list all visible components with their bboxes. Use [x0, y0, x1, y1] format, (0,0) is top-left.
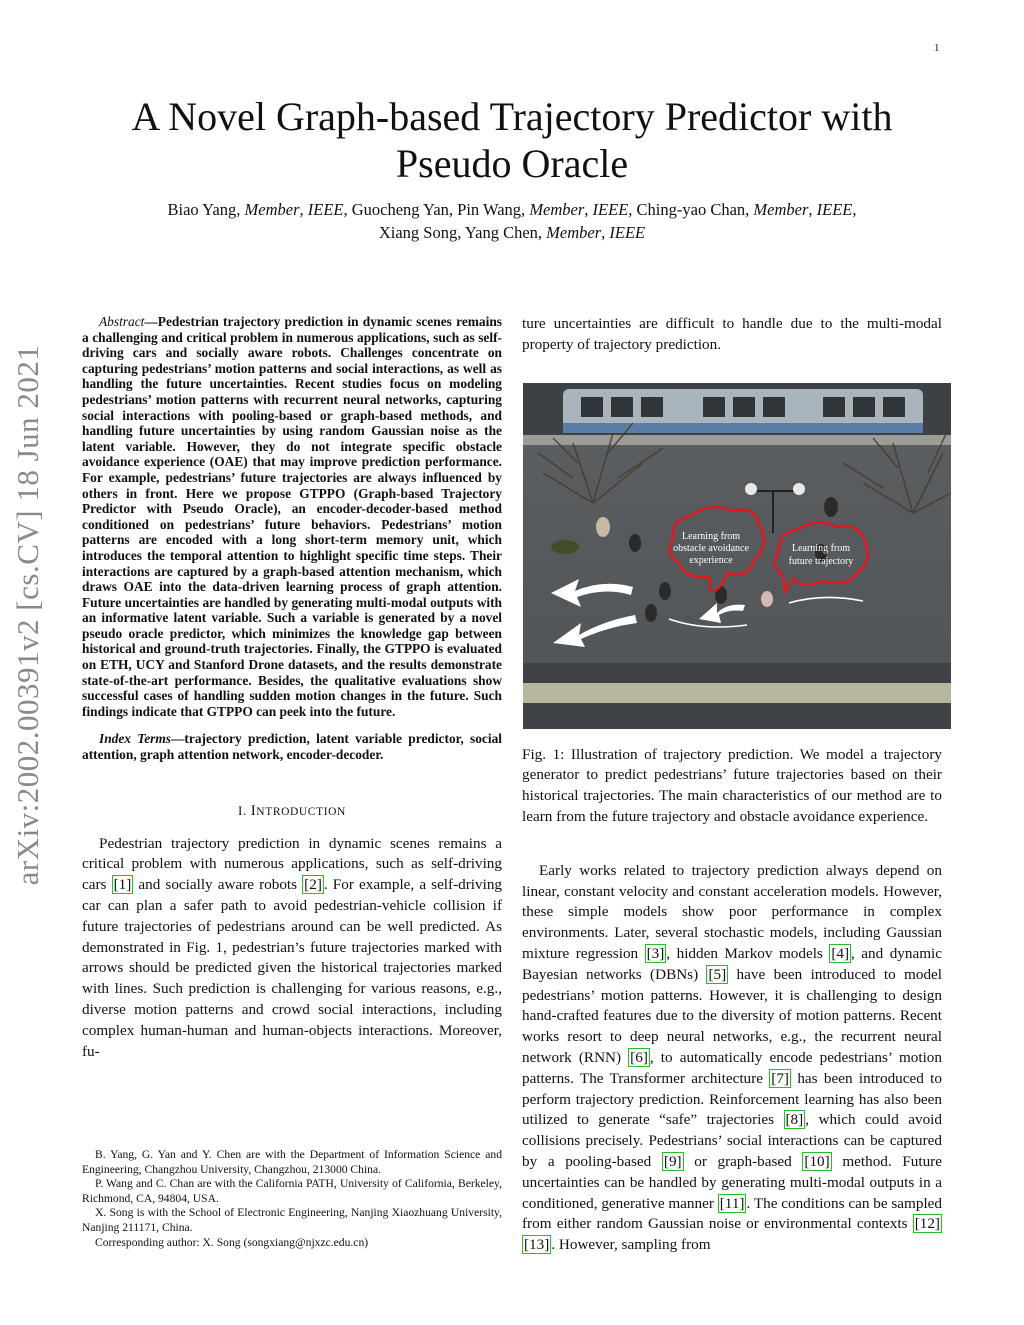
section-heading — [82, 803, 502, 820]
section-numeral: I. — [238, 802, 251, 818]
page-number: 1 — [934, 42, 940, 54]
intro-paragraph-left: Pedestrian trajectory prediction in dynamic scenes remains a critical problem with numerous applications, such as self-driving cars [1] and socially aware robots [2] . For example, a self-driving car can plan a safer path to avoid pedestrian-vehicle collision if future trajectories of pedestrians around can be well predicted. As demonstrated in Fig. 1, pedestrian’s future trajectories marked with arrows should be predicted given the historical trajectories marked with lines. Such prediction is challenging for various reasons, e.g., diverse motion patterns and crowd social interactions, including complex human-human and human-objects interactions. Moreover, fu- — [82, 834, 503, 1060]
section-name-rest: NTRODUCTION — [256, 805, 346, 818]
figure-1-illustration — [523, 383, 951, 729]
tram-stripe — [563, 423, 923, 433]
italic-text: Member — [529, 200, 585, 219]
bubble-left-line-1: Learning from — [681, 530, 741, 542]
index-terms-label: Index Terms — [99, 731, 172, 747]
italic-text: IEEE — [816, 200, 853, 219]
abstract-text: —Pedestrian trajectory prediction in dynamic scenes remains a challenging and critical problem in numerous applications, such as self-driving cars and socially aware robots. Challenges concentrate on capturing pedestrians’ motion patterns and social interactions, as well as handling the future uncertainties. Recent studies focus on modeling pedestrians’ motion patterns with recurrent neural networks, capturing social interactions with pooling-based or graph-based methods, and handling future uncertainties by using random Gaussian noise as the latent variable. However, they do not integrate specific obstacle avoidance experience (OAE) that may improve prediction performance. For example, pedestrians’ future trajectories are always influenced by others in front. Here we propose GTPPO (Graph-based Trajectory Predictor with Pseudo Oracle), an encoder-decoder-based method conditioned on pedestrians’ future behaviors. Pedestrians’ motion patterns are encoded with a long short-term memory unit, which introduces the temporal attention to highlight specific time steps. Their interactions are captured by a graph-based attention mechanism, which draws OAE into the data-driven learning process of graph attention. Future uncertainties are handled by generating multi-modal outputs with an informative latent variable. Such a variable is generated by a novel pseudo oracle predictor, which minimizes the knowledge gap between historical and ground-truth trajectories. Finally, the GTPPO is evaluated on ETH, UCY and Stanford Drone datasets, and the results demonstrate state-of-the-art performance. Besides, the qualitative evaluations show successful cases of handling sudden motion changes in the future. Such findings indicate that GTPPO can peek into the future. — [82, 314, 502, 719]
citation-link[interactable]: [11] — [719, 1194, 745, 1212]
section-name — [251, 803, 346, 818]
intro-paragraph-right: Early works related to trajectory prediction always depend on linear, constant velocity and constant acceleration models. However, these simple models show poor performance in complex environments. Later, several stochastic models, including Gaussian mixture regression [3] , hidden Markov models [4] , and dynamic Bayesian networks (DBNs) [5] have been introduced to model pedestrians’ motion patterns. However, it is challenging to design hand-crafted features due to the diversity of motion patterns. Recent works resort to deep neural networks, e.g., the recurrent neural network (RNN) [6] , to automatically encode pedestrians’ motion patterns. The Transformer architecture [7] has been introduced to perform trajectory prediction. Reinforcement learning has also been utilized to generate “safe” trajectories [8] , which could avoid collisions precisely. Pedestrians’ social interactions can be captured by a pooling-based [9] or graph-based [10] method. Future uncertainties can be handled by generating multi-modal outputs in a conditioned, generative manner [11] . The conditions can be sampled from either random Gaussian noise or environmental contexts [12][13] . However, sampling from — [522, 861, 942, 1254]
citation-link[interactable]: [5] — [708, 965, 727, 983]
author-line-1: Biao Yang, Member, IEEE, Guocheng Yan, Pin Wang, Member, IEEE, Ching-yao Chan, Member, IEEE, — [167, 200, 857, 219]
footnotes — [82, 1148, 502, 1250]
citation-link[interactable]: [8] — [785, 1111, 804, 1129]
index-terms-text: —trajectory prediction, latent variable predictor, social attention, graph attention network, encoder-decoder. — [82, 731, 502, 763]
left-column — [82, 314, 502, 1062]
bubble-left-line-2: obstacle avoidance — [673, 542, 749, 554]
citation-link[interactable]: [2] — [304, 876, 322, 894]
arxiv-stamp — [0, 0, 50, 1325]
bubble-left-line-3: experience — [689, 554, 733, 566]
author-list — [80, 198, 944, 244]
italic-text: Member — [244, 200, 300, 219]
citation-link[interactable]: [12] — [914, 1215, 940, 1233]
italic-text: Member — [753, 200, 809, 219]
citation-link[interactable]: [3] — [646, 944, 665, 962]
paper-title — [80, 93, 944, 187]
arxiv-id: arXiv:2002.00391v2 [cs.CV] 18 Jun 2021 — [10, 344, 45, 886]
section-name-initial: I — [250, 802, 257, 819]
footnote-affiliation-1: B. Yang, G. Yan and Y. Chen are with the Department of Information Science and Engineering, Changzhou University, Changzhou, 213000 China. — [82, 1148, 502, 1176]
citation-link[interactable]: [7] — [771, 1069, 789, 1087]
italic-text: IEEE — [609, 223, 646, 242]
italic-text: IEEE — [592, 200, 629, 219]
italic-text: IEEE — [307, 200, 344, 219]
citation-link[interactable]: [4] — [831, 944, 850, 962]
citation-link[interactable]: [6] — [630, 1048, 648, 1066]
citation-link[interactable]: [10] — [804, 1152, 830, 1170]
abstract-label: Abstract — [99, 314, 145, 329]
figure-1 — [523, 383, 951, 729]
citation-link[interactable]: [13] — [524, 1236, 550, 1254]
footnote-corresponding-author: Corresponding author: X. Song (songxiang@njxzc.edu.cn) — [95, 1235, 369, 1249]
citation-link[interactable]: [9] — [663, 1152, 682, 1170]
index-terms — [82, 731, 502, 762]
intro-continuation: ture uncertainties are difficult to handle due to the multi-modal property of trajectory prediction. — [522, 315, 942, 353]
tram-windows — [581, 397, 905, 417]
bubble-right-line-1: Learning from — [791, 542, 851, 554]
footnote-affiliation-2: P. Wang and C. Chan are with the California PATH, University of California, Berkeley, Richmond, CA, 94804, USA. — [82, 1177, 502, 1205]
platform-edge — [523, 435, 951, 445]
bubble-right-line-2: future trajectory — [788, 555, 854, 567]
title-line-2: Pseudo Oracle — [395, 141, 629, 186]
author-line-2: Xiang Song, Yang Chen, Member, IEEE — [378, 223, 646, 242]
tram-bottom — [523, 683, 951, 703]
title-line-1: A Novel Graph-based Trajectory Predictor with — [131, 94, 893, 139]
right-column — [522, 314, 942, 1256]
footnote-affiliation-3: X. Song is with the School of Electronic Engineering, Nanjing Xiaozhuang University, Nanjing 211171, China. — [82, 1206, 502, 1234]
abstract — [82, 314, 502, 719]
citation-link[interactable]: [1] — [113, 876, 132, 894]
figure-1-caption: Fig. 1: Illustration of trajectory prediction. We model a trajectory generator to predict pedestrians’ future trajectories based on their historical trajectories. The main characteristics of our method are to learn from the future trajectory and obstacle avoidance experience. — [522, 745, 942, 825]
italic-text: Member — [546, 223, 602, 242]
